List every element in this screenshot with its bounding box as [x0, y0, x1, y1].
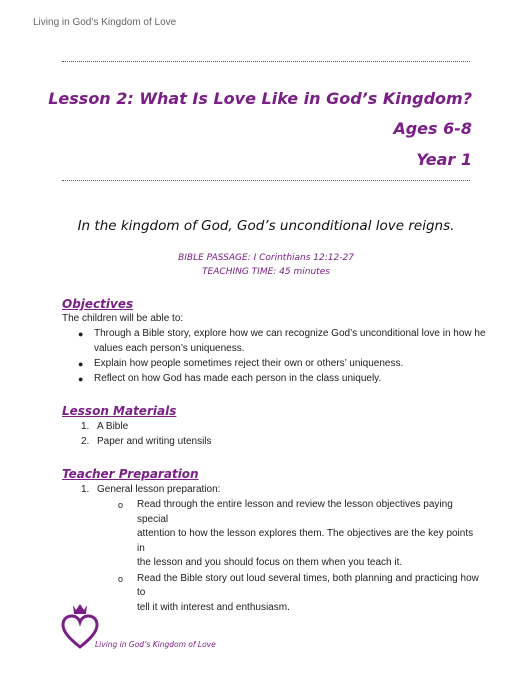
list-item	[118, 572, 480, 616]
list-item	[81, 435, 212, 450]
bullet-icon: ●	[78, 358, 84, 369]
lesson-year: Year 1	[416, 150, 472, 169]
bottom-divider	[62, 180, 470, 181]
item-number: 1.	[81, 484, 90, 495]
objectives-list	[78, 327, 498, 387]
subitem-text: Read through the entire lesson and review the lesson objectives paying special	[137, 499, 453, 525]
preparation-heading: Teacher Preparation	[62, 467, 199, 481]
list-item	[81, 483, 220, 498]
list-item	[118, 498, 480, 571]
materials-list	[81, 420, 212, 449]
list-item	[78, 357, 498, 372]
preparation-list	[81, 483, 220, 498]
objective-text: Reflect on how God has made each person in the class uniquely.	[94, 372, 382, 384]
lesson-ages: Ages 6-8	[393, 119, 472, 138]
footer-text: Living in God’s Kingdom of Love	[95, 640, 216, 649]
bullet-icon: ●	[78, 373, 84, 384]
item-number: 1.	[81, 421, 90, 432]
objectives-intro: The children will be able to:	[62, 313, 184, 324]
preparation-sublist	[118, 498, 480, 616]
list-item	[78, 372, 498, 387]
item-number: 2.	[81, 435, 90, 447]
subitem-text: the lesson and you should focus on them when you teach it.	[137, 557, 403, 568]
materials-heading: Lesson Materials	[62, 404, 177, 418]
bullet-icon: ●	[78, 329, 84, 339]
objective-text: Through a Bible story, explore how we can recognize God’s unconditional love in how he	[94, 328, 486, 339]
objectives-heading: Objectives	[62, 297, 134, 311]
subitem-text: Read the Bible story out loud several times, both planning and practicing how to	[137, 572, 479, 598]
lesson-title: Lesson 2: What Is Love Like in God’s Kingdom?	[48, 89, 472, 108]
material-text: A Bible	[97, 421, 129, 432]
circle-bullet-icon: o	[118, 573, 124, 584]
circle-bullet-icon: o	[118, 500, 124, 510]
objective-text: values each person’s uniqueness.	[94, 342, 245, 354]
subitem-text: tell it with interest and enthusiasm.	[137, 601, 290, 613]
list-item	[78, 327, 498, 356]
tagline: In the kingdom of God, God’s unconditional love reigns.	[77, 218, 455, 234]
list-item	[81, 420, 212, 435]
running-header: Living in God’s Kingdom of Love	[33, 17, 177, 28]
crown-heart-icon	[61, 601, 99, 653]
teaching-time: TEACHING TIME: 45 minutes	[202, 267, 330, 277]
bible-passage: BIBLE PASSAGE: I Corinthians 12:12-27	[178, 253, 354, 263]
objective-text: Explain how people sometimes reject their own or others’ uniqueness.	[94, 357, 404, 369]
preparation-text: General lesson preparation:	[97, 484, 221, 495]
top-divider	[62, 61, 470, 62]
subitem-text: attention to how the lesson explores them. The objectives are the key points in	[137, 528, 474, 554]
material-text: Paper and writing utensils	[97, 435, 212, 447]
